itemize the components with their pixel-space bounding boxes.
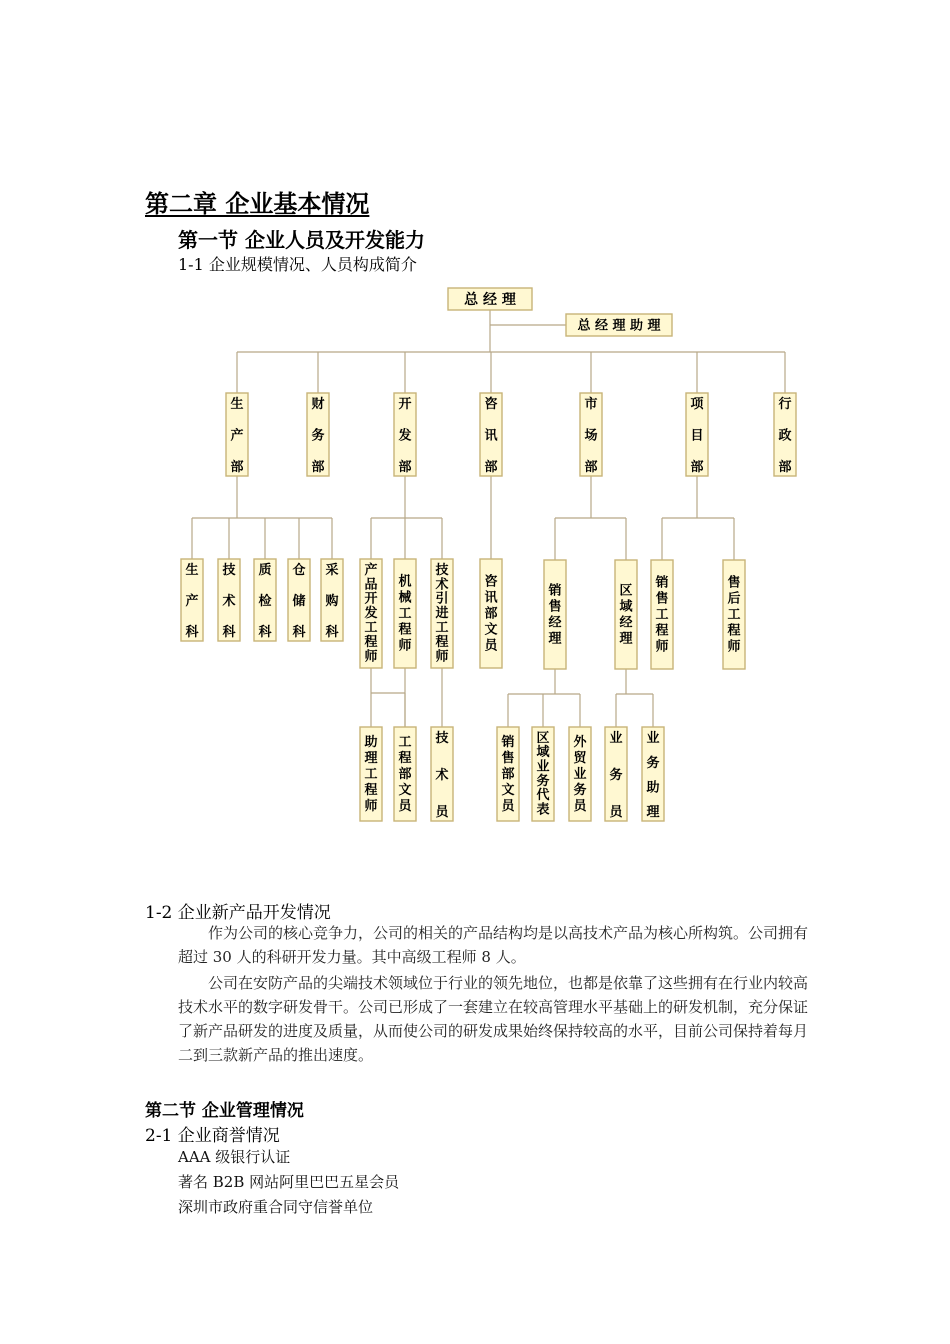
- info-role-box-label: 咨讯部文员: [484, 574, 498, 654]
- org-chart-boxes: [181, 288, 796, 821]
- honor-item: AAA 级银行认证: [178, 1148, 291, 1166]
- dept-box-label: 咨讯部: [484, 397, 498, 476]
- gm-box-label: 总 经 理: [464, 292, 516, 309]
- dev-role-box-label: 技术引进工程师: [435, 562, 449, 665]
- dept-box-label: 项目部: [690, 397, 704, 476]
- sales-staff-box-label: 销售部文员: [501, 735, 515, 814]
- region-staff-box-label: 业务员: [609, 731, 623, 821]
- honor-item: 著名 B2B 网站阿里巴巴五星会员: [178, 1173, 400, 1191]
- production-unit-box-label: 质检科: [258, 563, 272, 641]
- subsection-2-1: 2-1 企业商誉情况: [145, 1126, 280, 1146]
- dept-box-label: 开发部: [398, 397, 412, 476]
- dev-staff-box-label: 工程部文员: [398, 735, 412, 814]
- dev-staff-box-label: 助理工程师: [364, 735, 378, 814]
- production-unit-box-label: 技术科: [222, 563, 236, 641]
- dev-role-box-label: 机械工程师: [398, 574, 412, 654]
- subsection-1-1: 1-1 企业规模情况、人员构成简介: [178, 255, 417, 274]
- dept-box-label: 生产部: [230, 397, 244, 476]
- subsection-1-2: 1-2 企业新产品开发情况: [145, 903, 331, 923]
- project-role-box-label: 销售工程师: [655, 575, 669, 655]
- production-unit-box-label: 生产科: [185, 563, 199, 641]
- dev-role-box-label: 产品开发工程师: [364, 562, 378, 665]
- chapter-title: 第二章 企业基本情况: [145, 190, 370, 218]
- dept-box-label: 行政部: [778, 397, 792, 476]
- section2-title: 第二节 企业管理情况: [145, 1101, 304, 1121]
- sales-staff-box-label: 外贸业务员: [573, 735, 587, 814]
- honor-item: 深圳市政府重合同守信誉单位: [178, 1198, 374, 1216]
- dept-box-label: 市场部: [584, 397, 598, 476]
- paragraph-2: 公司在安防产品的尖端技术领域位于行业的领先地位，也都是依靠了这些拥有在行业内较高技术水平的数字研发骨干。公司已形成了一套建立在较高管理水平基础上的研发机制，充分保证了新产品研发的进度及质量，从而使公司的研发成果始终保持较高的水平，目前公司保持着每月二到三款新产品的推出速度。: [178, 974, 809, 1064]
- gm-assistant-box-label: 总 经 理 助 理: [577, 318, 661, 334]
- sales-staff-box-label: 区域业务代表: [536, 730, 550, 818]
- market-role-box: [615, 560, 637, 669]
- dept-box-label: 财务部: [311, 397, 325, 476]
- production-unit-box-label: 采购科: [325, 563, 339, 641]
- section1-title: 第一节 企业人员及开发能力: [178, 228, 425, 252]
- production-unit-box-label: 仓储科: [292, 563, 306, 641]
- region-staff-box-label: 业务助理: [646, 731, 660, 821]
- market-role-box-label: 区域经理: [619, 583, 633, 647]
- paragraph-1: 作为公司的核心竞争力，公司的相关的产品结构均是以高技术产品为核心所构筑。公司拥有超过 30 人的科研开发力量。其中高级工程师 8 人。: [178, 924, 809, 966]
- dev-staff-box-label: 技术员: [435, 731, 449, 821]
- project-role-box-label: 售后工程师: [727, 575, 741, 655]
- market-role-box: [544, 560, 566, 669]
- market-role-box-label: 销售经理: [548, 583, 562, 647]
